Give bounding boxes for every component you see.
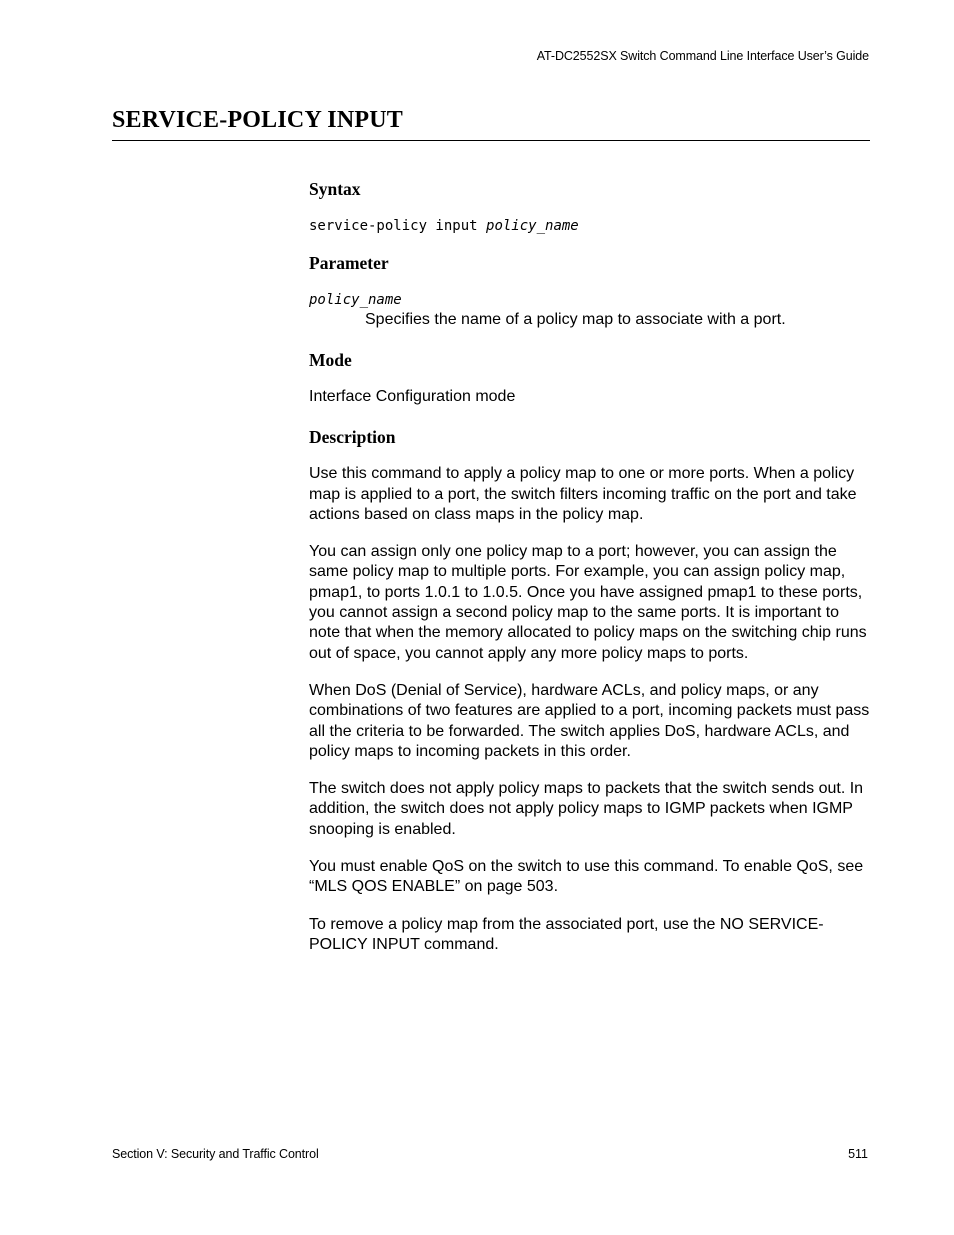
running-header: AT-DC2552SX Switch Command Line Interface User’s Guide <box>536 49 869 63</box>
description-paragraph-2: You can assign only one policy map to a port; however, you can assign the same policy map to multiple ports. For example, you can assign policy map, pmap1, to ports 1.0.1 to 1.0.5. Once you have assigned pmap1 to these ports, you cannot assign a second policy map to the same ports. It is important to note that when the memory allocated to policy maps on the switching chip runs out of space, you cannot apply any more policy maps to ports. <box>309 543 867 662</box>
mode-heading: Mode <box>309 350 352 370</box>
syntax-command <box>309 216 871 236</box>
description-heading: Description <box>309 427 396 448</box>
footer-page-number: 511 <box>848 1147 868 1161</box>
description-paragraph-1: Use this command to apply a policy map to one or more ports. When a policy map is applied to a port, the switch filters incoming traffic on the port and take actions based on class maps in the policy map. <box>309 465 857 523</box>
syntax-argument: policy_name <box>486 218 579 234</box>
syntax-heading: Syntax <box>309 179 361 199</box>
mode-text: Interface Configuration mode <box>309 388 516 405</box>
page-title: SERVICE-POLICY INPUT <box>112 107 403 133</box>
parameter-heading: Parameter <box>309 253 389 273</box>
title-rule <box>112 140 870 141</box>
description-paragraph-6: To remove a policy map from the associated port, use the NO SERVICE-POLICY INPUT command. <box>309 915 824 953</box>
description-paragraph-4: The switch does not apply policy maps to packets that the switch sends out. In addition, the switch does not apply policy maps to IGMP packets when IGMP snooping is enabled. <box>309 780 864 838</box>
description-paragraph-5: You must enable QoS on the switch to use this command. To enable QoS, see “MLS QOS ENABLE” on page 503. <box>309 858 864 896</box>
description-paragraph-3: When DoS (Denial of Service), hardware ACLs, and policy maps, or any combinations of two features are applied to a port, incoming packets must pass all the criteria to be forwarded. The switch applies DoS, hardware ACLs, and policy maps to incoming packets in this order. <box>309 681 870 760</box>
parameter-description: Specifies the name of a policy map to associate with a port. <box>365 311 786 328</box>
parameter-name: policy_name <box>309 292 402 308</box>
syntax-command-text: service-policy input <box>309 218 487 234</box>
footer-section: Section V: Security and Traffic Control <box>112 1147 319 1161</box>
main-content <box>309 178 871 972</box>
